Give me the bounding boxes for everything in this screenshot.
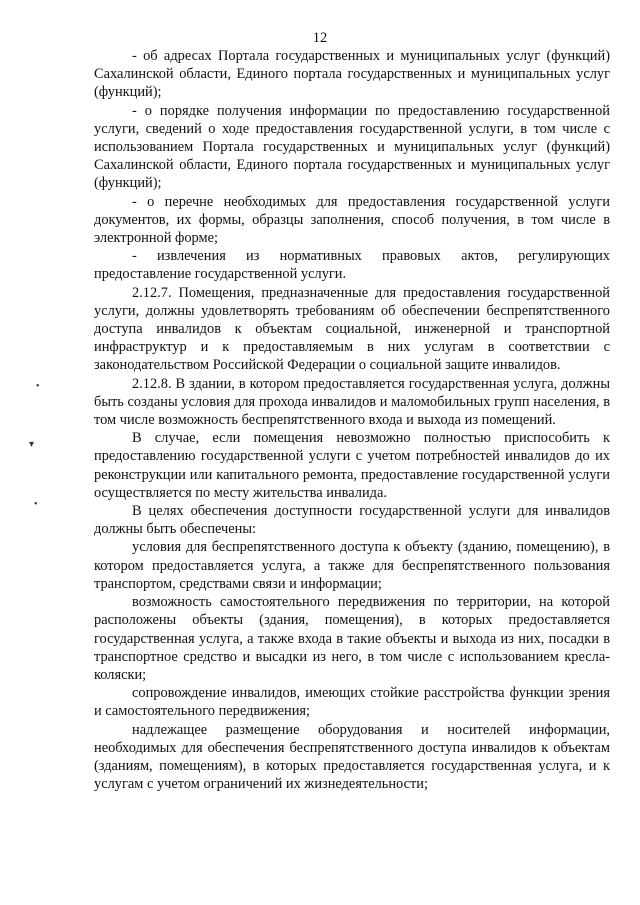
paragraph-information-procedure: - о порядке получения информации по предоставлению государственной услуги, сведений о ходе предоставления государственной услуги, в том числе с использованием Портала государственных и муниципальных услуг (функций) Сахалинской области, Единого портала государственных и муниципальных услуг (функций); xyxy=(94,102,610,192)
paragraph-escort: сопровождение инвалидов, имеющих стойкие расстройства функции зрения и самостоятельного передвижения; xyxy=(94,685,610,720)
paragraph-accessibility-intro: В целях обеспечения доступности государственной услуги для инвалидов должны быть обеспечены: xyxy=(94,503,610,538)
scan-speck: • xyxy=(34,499,38,510)
document-body xyxy=(94,47,610,793)
scan-speck: ▾ xyxy=(29,439,35,450)
scan-speck: • xyxy=(36,381,40,392)
paragraph-portal-addresses: - об адресах Портала государственных и муниципальных услуг (функций) Сахалинской области, Единого портала государственных и муниципальных услуг (функций); xyxy=(94,48,610,101)
paragraph-2-12-7: 2.12.7. Помещения, предназначенные для предоставления государственной услуги, должны удовлетворять требованиям об обеспечении беспрепятственного доступа инвалидов к объектам социальной, инженерной и транспортной инфраструктур и к предоставляемым в них услугам в соответствии с законодательством Российской Федерации о социальной защите инвалидов. xyxy=(94,284,610,374)
page-number: 12 xyxy=(312,30,328,46)
paragraph-independent-movement: возможность самостоятельного передвижения по территории, на которой расположены объекты (здания, помещения), в которых предоставляется государственная услуга, а также входа в такие объекты и выхода из них, посадки в транспортное средство и высадки из него, в том числе с использованием кресла-коляски; xyxy=(94,594,610,683)
paragraph-adaptation-case: В случае, если помещения невозможно полностью приспособить к предоставлению государственной услуги с учетом потребностей инвалидов до их реконструкции или капитального ремонта, предоставление государственной услуги осуществляется по месту жительства инвалида. xyxy=(94,430,610,501)
paragraph-equipment-placement: надлежащее размещение оборудования и носителей информации, необходимых для обеспечения беспрепятственного доступа инвалидов к объектам (зданиям, помещениям), в которых предоставляется государственная услуга, и к услугам с учетом ограничений их жизнедеятельности; xyxy=(94,721,610,793)
paragraph-access-conditions: условия для беспрепятственного доступа к объекту (зданию, помещению), в котором предоставляется услуга, а также для беспрепятственного пользования транспортом, средствами связи и информации; xyxy=(94,539,610,592)
paragraph-regulatory-extracts: - извлечения из нормативных правовых актов, регулирующих предоставление государственной услуги. xyxy=(94,248,610,283)
paragraph-2-12-8: 2.12.8. В здании, в котором предоставляется государственная услуга, должны быть созданы условия для прохода инвалидов и маломобильных групп населения, в том числе возможность беспрепятственного входа и выхода из помещений. xyxy=(94,375,610,429)
paragraph-documents-list: - о перечне необходимых для предоставления государственной услуги документов, их формы, образцы заполнения, способ получения, в том числе в электронной форме; xyxy=(94,193,610,247)
